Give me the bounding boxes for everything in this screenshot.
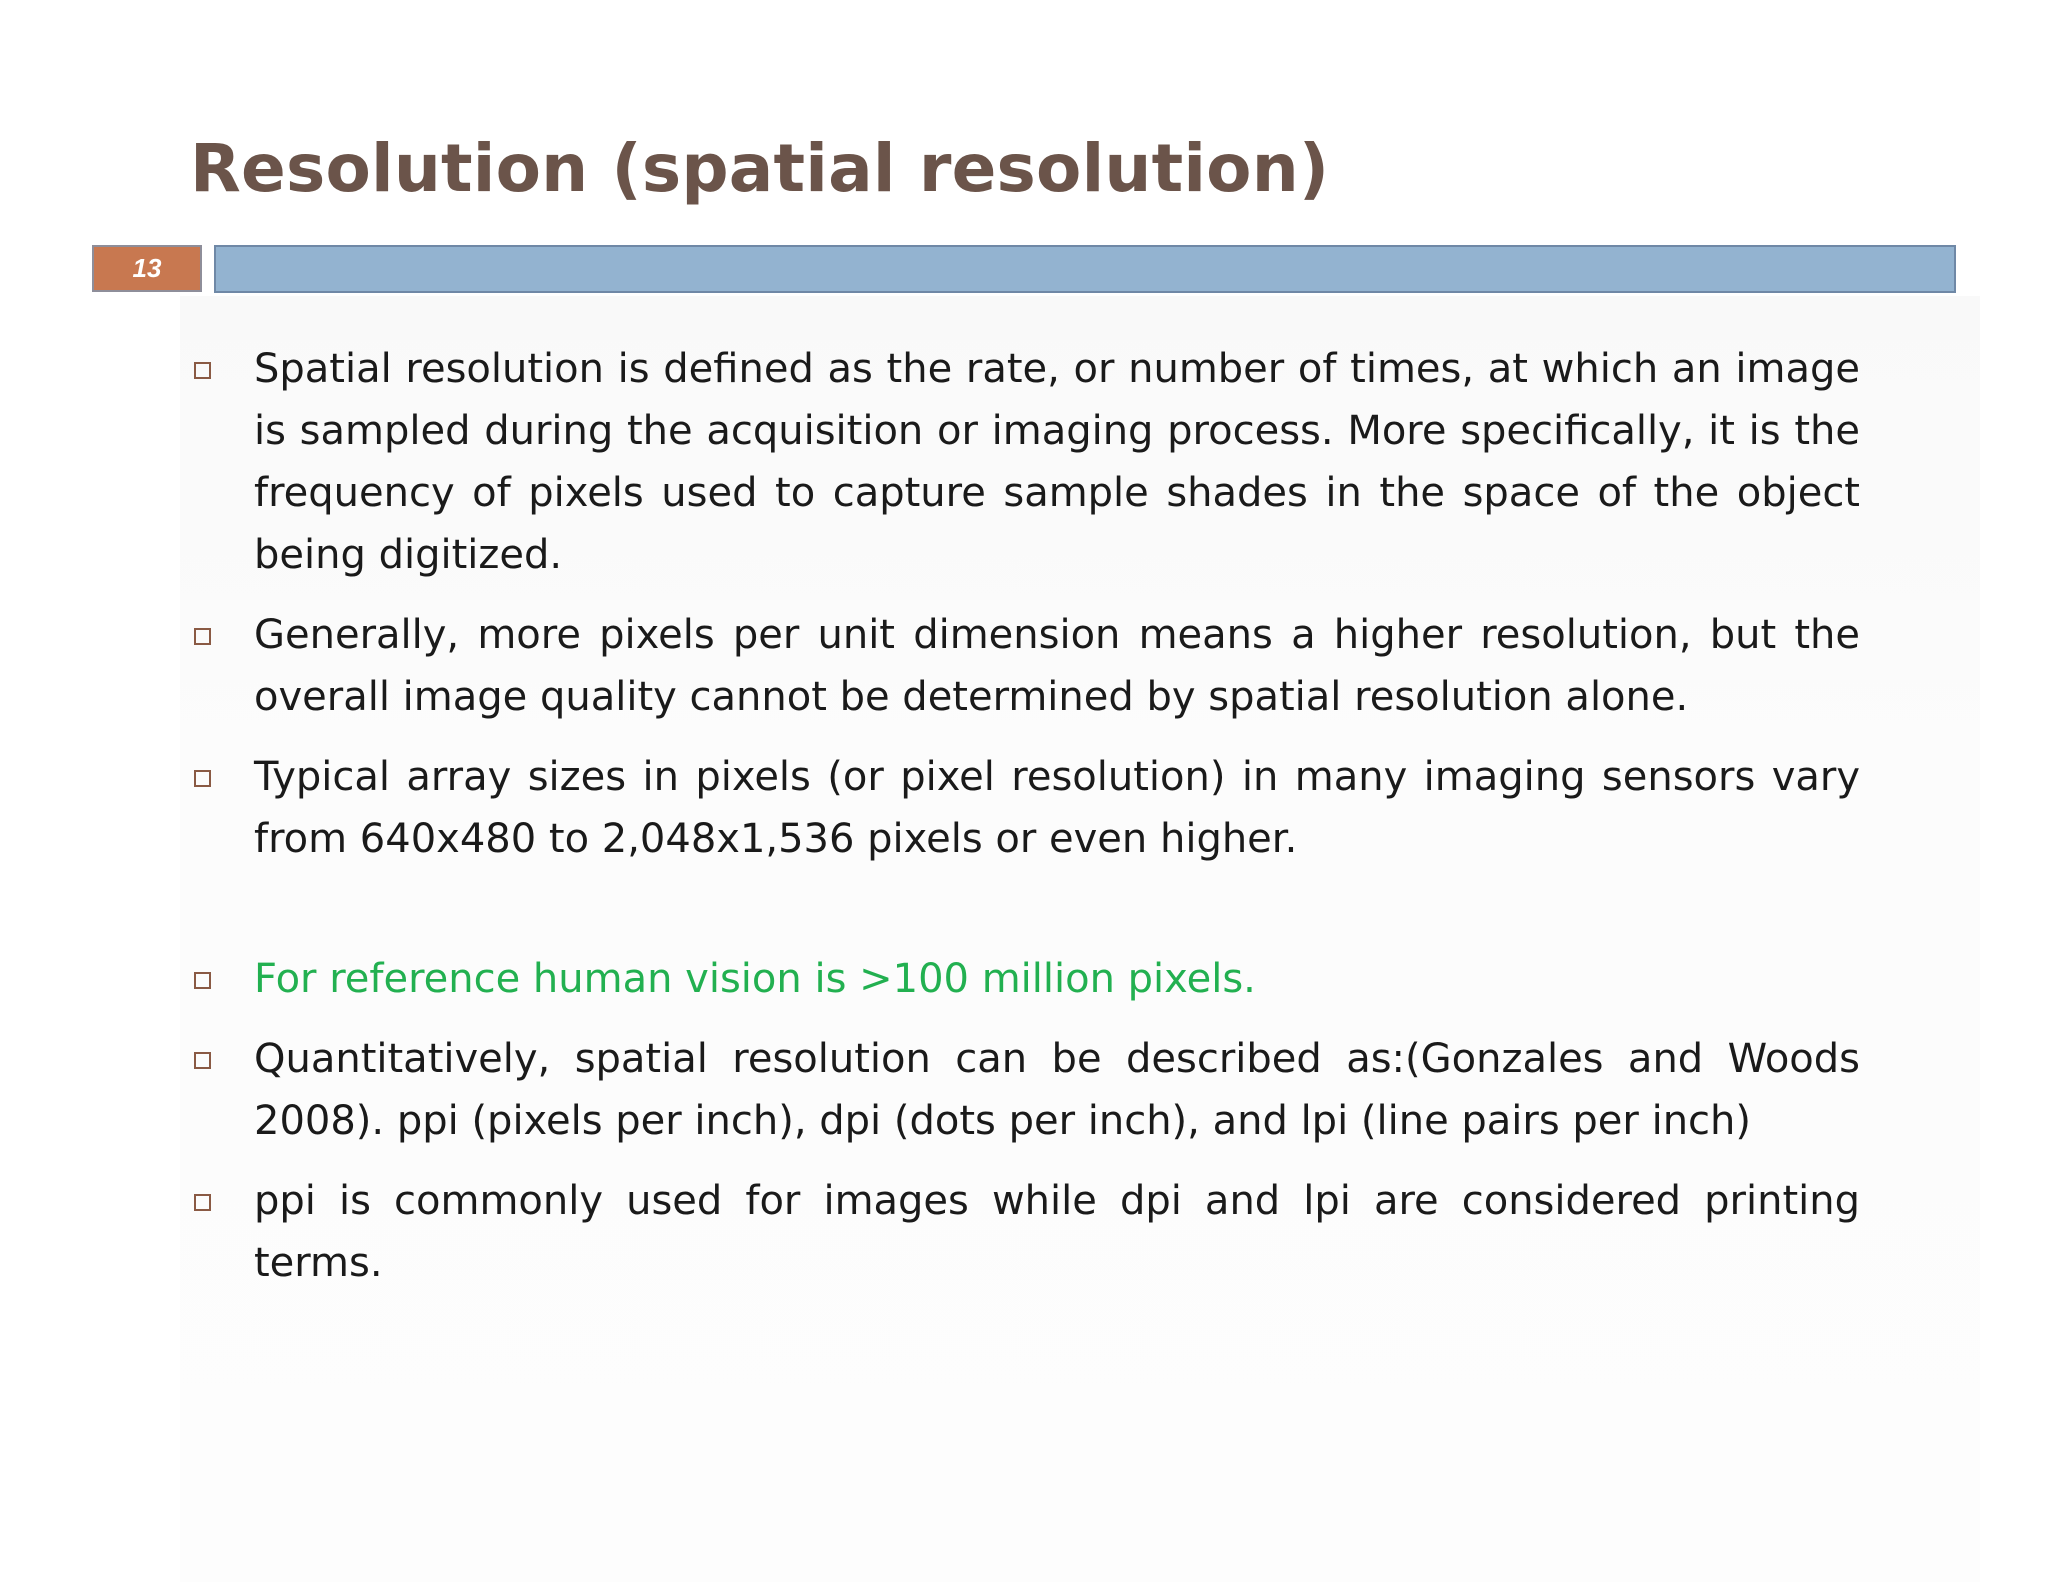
square-bullet-icon [194,1052,211,1069]
slide-title: Resolution (spatial resolution) [190,130,1330,207]
bullet-item-highlight [190,948,1860,1010]
bullet-item [190,1028,1860,1152]
square-bullet-icon [194,972,211,989]
square-bullet-icon [194,628,211,645]
title-underline-bar [214,245,1956,293]
bullet-text: Spatial resolution is defined as the rate, or number of times, at which an image is sampled during the acquisition or imaging process. More specifically, it is the frequency of pixels used to capture sample shades in the space of the object being digitized. [254,346,1860,578]
square-bullet-icon [194,1194,211,1211]
bullet-list [190,338,1860,1312]
slide-number: 13 [132,253,162,283]
bullet-item [190,1170,1860,1294]
bullet-text: For reference human vision is >100 million pixels. [254,956,1256,1002]
bullet-item [190,746,1860,870]
slide-number-badge [92,245,202,292]
bullet-item [190,338,1860,586]
bullet-item [190,604,1860,728]
square-bullet-icon [194,362,211,379]
bullet-text: ppi is commonly used for images while dpi and lpi are considered printing terms. [254,1178,1860,1286]
square-bullet-icon [194,770,211,787]
bullet-text: Generally, more pixels per unit dimension means a higher resolution, but the overall image quality cannot be determined by spatial resolution alone. [254,612,1860,720]
bullet-text: Quantitatively, spatial resolution can be described as:(Gonzales and Woods 2008). ppi (pixels per inch), dpi (dots per inch), and lpi (line pairs per inch) [254,1036,1860,1144]
bullet-text: Typical array sizes in pixels (or pixel resolution) in many imaging sensors vary from 640x480 to 2,048x1,536 pixels or even higher. [254,754,1860,862]
